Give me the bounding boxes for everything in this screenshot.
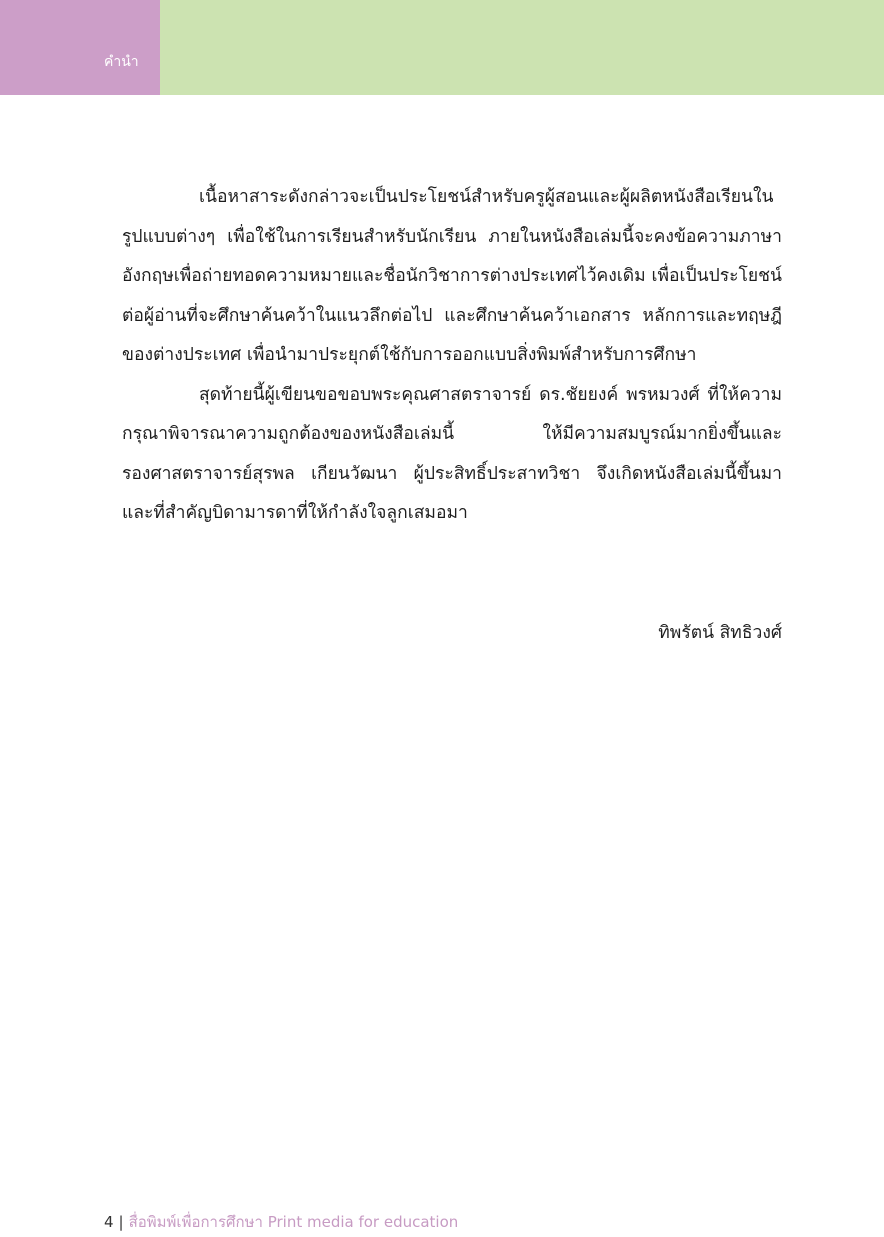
paragraph-line: ต่อผู้อ่านที่จะศึกษาค้นคว้าในแนวลึกต่อไป และศึกษาค้นคว้าเอกสาร หลักการและทฤษฎี bbox=[122, 305, 782, 326]
page-footer bbox=[104, 1211, 458, 1233]
paragraph-line: เนื้อหาสาระดังกล่าวจะเป็นประโยชน์สำหรับครูผู้สอนและผู้ผลิตหนังสือเรียนใน bbox=[199, 187, 774, 207]
footer-separator: | bbox=[118, 1213, 124, 1231]
paragraph-line: รูปแบบต่างๆ เพื่อใช้ในการเรียนสำหรับนักเรียน ภายในหนังสือเล่มนี้จะคงข้อความภาษา bbox=[122, 226, 782, 247]
paragraph-line: และที่สำคัญบิดามารดาที่ให้กำลังใจลูกเสมอมา bbox=[122, 503, 468, 523]
page-number: 4 bbox=[104, 1213, 114, 1231]
author-signature: ทิพรัตน์ สิทธิวงศ์ bbox=[658, 623, 782, 643]
paragraph-line: สุดท้ายนี้ผู้เขียนขอขอบพระคุณศาสตราจารย์ ดร.ชัยยงค์ พรหมวงศ์ ที่ให้ความ bbox=[199, 384, 782, 405]
header-section-tab bbox=[0, 0, 160, 95]
paragraph-line: รองศาสตราจารย์สุรพล เกียนวัฒนา ผู้ประสิทธิ์ประสาทวิชา จึงเกิดหนังสือเล่มนี้ขึ้นมา bbox=[122, 463, 782, 484]
section-label: คำนำ bbox=[104, 54, 139, 70]
body-text bbox=[122, 178, 782, 534]
paragraph-2 bbox=[122, 376, 782, 534]
paragraph-line: กรุณาพิจารณาความถูกต้องของหนังสือเล่มนี้ ให้มีความสมบูรณ์มากยิ่งขึ้นและ bbox=[122, 424, 782, 444]
paragraph-line: อังกฤษเพื่อถ่ายทอดความหมายและชื่อนักวิชาการต่างประเทศไว้คงเดิม เพื่อเป็นประโยชน์ bbox=[122, 266, 782, 286]
paragraph-1 bbox=[122, 178, 782, 376]
paragraph-line: ของต่างประเทศ เพื่อนำมาประยุกต์ใช้กับการออกแบบสิ่งพิมพ์สำหรับการศึกษา bbox=[122, 345, 697, 365]
header-band bbox=[160, 0, 884, 95]
footer-book-title: สื่อพิมพ์เพื่อการศึกษา Print media for education bbox=[128, 1213, 459, 1231]
